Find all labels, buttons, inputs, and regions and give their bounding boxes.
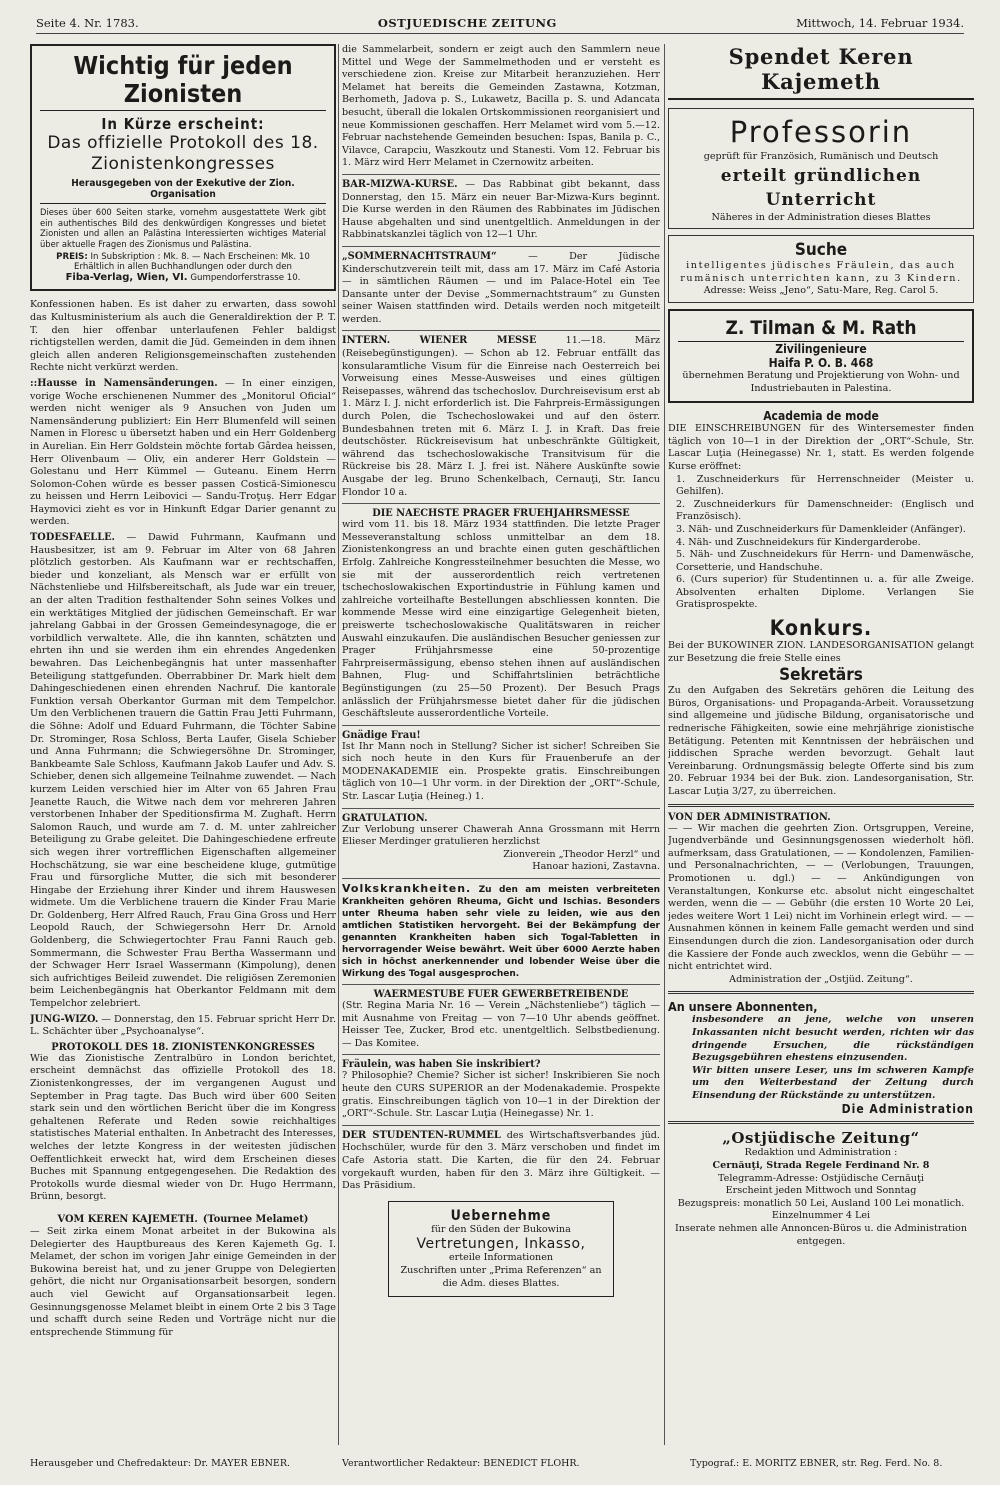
ad-suche	[668, 235, 974, 303]
studenten-body: des Wirtschaftsverbandes jüd. Hochschüler, wurde für den 3. März verschoben und findet im Cafe Astoria statt. Die Karten, die für den 24. Februar vorgekauft wurden, haben für den 3. März ihre Gültigkeit. — Das Präsidium.	[342, 1129, 660, 1192]
abonnenten-sig: Die Administration	[841, 1102, 974, 1117]
gnaedige-body: Ist Ihr Mann noch in Stellung? Sicher ist sicher! Schreiben Sie sich noch heute in den Kurs für Frauenberufe an der MODENAKADEMIE ein. Prospekte gratis. Einschreibungen täglich von 10—1 Uhr vorm. in der Direktion der „ORT“-Schule, Str. Lascar Luţia (Heineg.) 1.	[342, 740, 660, 803]
ad-protokoll-title: Das offizielle Protokoll des 18. Zionistenkongresses	[47, 133, 319, 174]
wiener-messe-heading: INTERN. WIENER MESSE	[342, 335, 537, 347]
academia-body: DIE EINSCHREIBUNGEN für des Wintersemester finden täglich von 10—1 in der Direktion der „ORT“-Schule, Str. Lascar Luţia (Heinegasse) Nr. 1, statt. Es werden folgende Kurse eröffnet:	[668, 423, 974, 472]
ad-protokoll-headline: Wichtig für jeden Zionisten	[40, 52, 326, 111]
kk-continuation: die Sammelarbeit, sondern er zeigt auch den Sammlern neue Mittel und Wege der Sammelmethoden und er versteht es verschiedene zion. Kreise zur Mitarbeit heranzuziehen. Herr Melamet hat bereits die Gemeinden Zastawna, Kotzman, Berhometh, Jadova p. S., Lukawetz, Bacilla p. S. und Adancata besucht, überall die lokalen Ortskommissionen reorganisiert und neue Kommissionen geschaffen. Herr Melamet wird vom 5.—12. Februar nachstehende Gemeinden besuchen: Ispas, Banila p. C., Vilavce, Carapciu, Waszkoutz und Stanesti. Vom 12. Februar bis 1. März wird Herr Melamet in Czernowitz arbeiten.	[342, 44, 660, 169]
ad-uebernehme-h5: Zuschriften unter „Prima Referenzen“ an die Adm. dieses Blattes.	[400, 1264, 602, 1289]
ad-suche-title: Suche	[794, 240, 848, 261]
list-item: 2. Zuschneiderkurs für Damenschneider: (Englisch und Französisch).	[676, 498, 974, 523]
header-page-number: Seite 4. Nr. 1783.	[36, 16, 139, 30]
ad-address: Gumpendorferstrasse 10.	[190, 273, 301, 284]
barmizwa-body: — Das Rabbinat gibt bekannt, dass Donnerstag, den 15. März ein neuer Bar-Mizwa-Kurs beginnt. Die Kurse werden in den Räumen des Rabbinates im Jüdischen Hause abgehalten und sind unentgeltlich. Anmeldungen in der Rabbinatskanzlei täglich von 12—1 Uhr.	[342, 178, 660, 241]
gratulation-sig2: Hanoar hazioni, Zastavna.	[532, 861, 660, 873]
prager-messe-heading: DIE NAECHSTE PRAGER FRUEHJAHRSMESSE	[372, 508, 630, 520]
page-header	[36, 16, 964, 34]
article-intro: Konfessionen haben. Es ist daher zu erwarten, dass sowohl das Kultusministerium als auch die Generaldirektion der P. T. T. den hier offenbar unterlaufenen Fehler baldigst richtigstellen werden, damit die Jüd. Gemeinden in dem ihnen gleich allen anderen Religionsgemeinschaften zustehenden Rechte nicht verkürzt werden.	[30, 299, 336, 374]
konkurs-body: Zu den Aufgaben des Sekretärs gehören die Leitung des Büros, Organisations- und Propaganda-Arbeit. Voraussetzung sind allgemeine und jüdische Bildung, organisatorische und rednerische Fähigkeiten, sowie eine mehrjährige zionistische Betätigung. Petenten mit Kenntnissen der hebräischen und jiddischen Sprache werden bevorzugt. Gehalt laut Vereinbarung. Ordnungsmässig belegte Offerte sind bis zum 20. Februar 1934 bei der Buk. zion. Landesorganisation, Str. Lascar Luţia 3/27, zu überreichen.	[668, 685, 974, 797]
column-1	[30, 44, 336, 1449]
ad-protokoll-editor: Herausgegeben von der Exekutive der Zion. Organisation	[40, 178, 326, 204]
protokoll-body: Wie das Zionistische Zentralbüro in London berichtet, erscheint demnächst das offizielle Protokoll des 18. Zionistenkongresses, der im vergangenen August und September in Prag tagte. Das Buch wird über 600 Seiten stark sein und den wörtlichen Bericht über die im Kongress gehaltenen Referate und Reden sowie reichhaltiges statistisches Material enthalten. In Anbetracht des Interesses, welches der letzte Kongress in der weitesten jüdischen Oeffentlichkeit erweckt hat, wird dem Erscheinen dieses Buches mit Spannung entgegengesehen. Die Redaktion des Protokolls wurde diesmal wieder von Dr. Hugo Herrmann, Brünn, besorgt.	[30, 1052, 336, 1203]
volkskrankheiten-body: Zu den am meisten verbreiteten Krankheiten gehören Rheuma, Gicht und Ischias. Besonders unter Rheuma haben sehr viele zu leiden, wie aus den amtlichen Statistiken hervorgeht. Bei der Bekämpfung der genannten Krankheiten haben sich Togal-Tabletten in hervorragender Weise bewährt. Weit über 6000 Aerzte haben sich in höchst anerkennender und lobender Weise über die Wirkung des Togal ausgesprochen.	[342, 885, 660, 980]
ad-protokoll-sub: In Kürze erscheint:	[101, 115, 265, 133]
footer-publisher: Herausgeber und Chefredakteur: Dr. MAYER EBNER.	[30, 1458, 290, 1469]
abonnenten-heading: An unsere Abonnenten,	[668, 999, 818, 1015]
header-date: Mittwoch, 14. Februar 1934.	[796, 16, 964, 30]
column-rule	[664, 44, 665, 1445]
wizo-heading: JUNG-WIZO.	[30, 1013, 99, 1025]
academia-list	[668, 474, 974, 613]
masthead-3: Telegramm-Adresse: Ostjüdische Cernăuţi	[718, 1172, 924, 1184]
prager-messe-body: wird vom 11. bis 18. März 1934 stattfinden. Die letzte Prager Messeveranstaltung schloss unmittelbar an dem 18. Zionistenkongress an und brachte einen guten geschäftlichen Erfolg. Zahlreiche Kongressteilnehmer besuchten die Messe, wo sie mit der ausserordentlich reich vertretenen tschechoslowakischen Exportindustrie in Fühlung kamen und zahlreiche vorteilhafte Bestellungen abschliessen konnten. Die kommende Messe wird eine einzigartige Gelegenheit bieten, preiswerte tschechoslowakische Qualitätswaren in reicher Auswahl einzukaufen. Die ausländischen Besucher geniessen zur Prager Frühjahrsmesse eine 50-prozentige Fahrpreisermässigung, ebenso stehen ihnen auf ausländischen Bahnen, Flug- und Schiffahrtslinien beträchtliche Begünstigungen (zu 25—50 Prozent). Der Besuch Prags anlässlich der Frühjahrsmesse bietet daher für die jüdischen Geschäftsleute ausserordentliche Vorteile.	[342, 519, 660, 720]
list-item: 6. (Curs superior) für Studentinnen u. a. für alle Zweige. Absolventen erhalten Diplome. Verlangen Sie Gratisprospekte.	[676, 574, 974, 611]
ad-tilman-title: Z. Tilman & M. Rath	[678, 317, 964, 342]
ad-suche-1: intelligentes jüdisches Fräulein, das auch rumänisch unterrichten kann, zu 3 Kindern.	[680, 260, 962, 284]
ad-uebernehme-h2: für den Süden der Bukowina	[431, 1223, 571, 1235]
studenten-heading: DER STUDENTEN-RUMMEL	[342, 1129, 501, 1141]
ad-professorin	[668, 108, 974, 229]
header-title: OSTJUEDISCHE ZEITUNG	[377, 16, 557, 30]
ad-tilman-2: Haifa P. O. B. 468	[768, 355, 874, 370]
waermestube-heading: WAERMESTUBE FUER GEWERBETREIBENDE	[373, 989, 629, 1001]
fraeulein-body: ? Philosophie? Chemie? Sicher ist sicher! Inskribieren Sie noch heute den CURS SUPERIOR an der Modenakademie. Prospekte gratis. Einschreibungen täglich von 10—1 in der Direktion der „ORT“-Schule. Str. Lascar Luţia (Heinegasse) Nr. 1.	[342, 1070, 660, 1120]
hausse-heading: ::Hausse in Namensänderungen.	[30, 377, 218, 389]
masthead-2: Cernăuţi, Strada Regele Ferdinand Nr. 8	[712, 1160, 930, 1172]
konkurs-intro: Bei der BUKOWINER ZION. LANDESORGANISATION gelangt zur Besetzung die freie Stelle eines	[668, 640, 974, 664]
ad-price: In Subskription : Mk. 8. — Nach Erscheinen: Mk. 10	[90, 252, 310, 263]
administration-heading: VON DER ADMINISTRATION.	[668, 811, 831, 823]
sommernacht-body: — Der Jüdische Kinderschutzverein teilt mit, dass am 17. März im Café Astoria — in sämtlichen Räumen — und im Palace-Hotel ein Tee Dansante unter der Devise „Sommernachtstraum“ zu Gunsten seiner Waisen stattfinden wird. Details werden noch mitgeteilt werden.	[342, 250, 660, 325]
ad-uebernehme-h4: erteile Informationen	[448, 1252, 554, 1264]
fraeulein-heading: Fräulein, was haben Sie inskribiert?	[342, 1059, 541, 1071]
ad-tilman	[668, 309, 974, 403]
waermestube-body: (Str. Regina Maria Nr. 16 — Verein „Nächstenliebe“) täglich — mit Ausnahme von Freitag — von 7—10 Uhr abends geöffnet. Heisser Tee, Zucker, Brod etc. unentgeltlich. Selbstbedienung. — Das Komitee.	[342, 1000, 660, 1049]
kk-body: — Seit zirka einem Monat arbeitet in der Bukowina als Delegierter des Hauptbureaus des Keren Kajemeth Gg. I. Melamet, der schon im vorigen Jahr einige Gemeinden in der Bukowina bereist hat, und zu jener Gruppe von Delegierten gehört, die nicht nur Organisationsarbeit besorgen, sondern auch viel Gewicht auf Organsationsarbeit legen. Gesinnungsgenosse Melamet bleibt in einem Orte 2 bis 3 Tage und schafft durch seine Reden und Vorträge nicht nur die entsprechende Stimmung für	[30, 1225, 336, 1338]
gratulation-sig1: Zionverein „Theodor Herzl“ und	[503, 848, 660, 860]
list-item: 4. Näh- und Zuschneidekurs für Kindergarderobe.	[676, 536, 921, 548]
wiener-messe-body: 11.—18. März (Reisebegünstigungen). — Schon ab 12. Februar entfällt das konsularamtliche Visum für die Einreise nach Oesterreich bei Vorweisung eines Messe-Ausweises und eines gültigen Reisepasses, während das tschechoslov. Durchreisevisum erst ab 1. März I. J. nicht erforderlich ist. Die Fahrpreis-Ermässigungen durch Polen, die Tschechoslowakei und auf den österr. Bundesbahnen treten mit 6. März I. J. in Kraft. Das freie deutschöster. Rückreisevisum hat unbeschränkte Gültigkeit, während das tschechoslowakische Transitvisum für die Rückreise bis 28. März I. J. frei ist. Nähere Auskünfte sowie Ausgabe der leg. Bruno Schenkelbach, Cernauţi, Str. Iancu Flondor 10 a.	[342, 335, 660, 498]
gratulation-body: Zur Verlobung unserer Chawerah Anna Grossmann mit Herrn Elieser Merdinger gratulieren herzlichst	[342, 823, 660, 848]
volkskrankheiten-heading: Volkskrankheiten.	[342, 882, 472, 896]
ad-professorin-2: erteilt gründlichen Unterricht	[720, 165, 922, 210]
gratulation-heading: GRATULATION.	[342, 812, 428, 824]
ad-uebernehme-h3: Vertretungen, Inkasso,	[416, 1236, 586, 1253]
ad-protokoll	[30, 44, 336, 291]
ad-professorin-title: Professorin	[729, 115, 913, 149]
barmizwa-heading: BAR-MIZWA-KURSE.	[342, 178, 458, 190]
ad-avail: Erhältlich in allen Buchhandlungen oder durch den	[74, 262, 292, 273]
list-item: 5. Näh- und Zuschneidekurs für Herrn- und Damenwäsche, Corsetterie, und Handschuhe.	[676, 549, 974, 573]
ad-publisher: Fiba-Verlag, Wien, VI.	[65, 272, 188, 284]
gnaedige-heading: Gnädige Frau!	[342, 729, 421, 741]
column-2	[342, 44, 660, 1449]
hausse-body: — In einer einzigen, vorige Woche erschienenen Nummer des „Monitorul Oficial“ werden nicht weniger als 9 Ansuchen von Juden um Namensänderung publiziert: Ein Herr Blumenfeld will seinen Namen in Floresc u übersetzt haben und ein Herr Goldenberg in Aurelian. Ein Herr Goldstein möchte fortab Gârdea heissen, Herr Olivenbaum — Oliv, ein anderer Herr Goldstein — Golestanu und Herr Kümmel — Guteanu. Einem Herrn Solomon-Cohen würde es besser passen Costică-Simionescu zu heissen und Herrn Leibovici — Sandu-Troţuş. Herr Edgar Haymovici zieht es vor in Hinkunft Edgar Darier genannt zu werden.	[30, 377, 336, 528]
konkurs-heading: Konkurs.	[769, 616, 873, 641]
masthead-5: Bezugspreis: monatlich 50 Lei, Ausland 100 Lei monatlich. Einzelnummer 4 Lei	[677, 1197, 965, 1222]
footer-editor: Verantwortlicher Redakteur: BENEDICT FLOHR.	[342, 1458, 580, 1469]
ad-tilman-1: Zivilingenieure	[775, 341, 867, 356]
ad-protokoll-body: Dieses über 600 Seiten starke, vornehm ausgestattete Werk gibt ein authentisches Bild des denkwürdigen Kongresses und bietet Zionisten und allen an Palästina Interessierten wichtiges Material über aktuelle Fragen des Zionismus und Palästina.	[40, 207, 326, 249]
kk-subheading: (Tournee Melamet)	[202, 1213, 309, 1225]
masthead-4: Erscheint jeden Mittwoch und Sonntag	[725, 1185, 917, 1197]
ad-uebernehme-h1: Uebernehme	[450, 1207, 552, 1224]
ad-uebernehme	[388, 1201, 614, 1297]
protokoll-heading: PROTOKOLL DES 18. ZIONISTENKONGRESSES	[51, 1041, 315, 1053]
konkurs-position: Sekretärs	[779, 665, 863, 686]
ad-professorin-3: Näheres in der Administration dieses Blattes	[711, 211, 931, 223]
spendet-kk: Spendet Keren Kajemeth	[668, 44, 974, 100]
administration-body: — — Wir machen die geehrten Zion. Ortsgruppen, Vereine, Jugendverbände und Gesinnungsgenossen wiederholt höfl. aufmerksam, dass Gratulationen, — — Kondolenzen, Familien- und Personalnachrichten, — — (Verlobungen, Trauungen, Promotionen u. dgl.) — — Ankündigungen von Veranstaltungen, Konkurse etc. absolut nicht eingeschaltet werden, wenn die — — Gebühr (die ersten 10 Worte 20 Lei, jedes weitere Wort 1 Lei) nicht im Vorhinein erlegt wird. — — Ausnahmen können in keinem Falle gemacht werden und sind Einsendungen durch die zion. Landesorganisation oder durch die Kassiere der Fonde auch zwecklos, wenn die Gebühr — — nicht entrichtet wird.	[668, 822, 974, 973]
todesfaelle-body: — Dawid Fuhrmann, Kaufmann und Hausbesitzer, ist am 9. Februar im Alter von 68 Jahren plötzlich gestorben. Als Kaufmann war er rechtschaffen, bieder und konzeliant, als Mensch war er erfüllt von Nächstenliebe und Hilfsbereitschaft, als Jude war ein treuer, an der alten Tradition festhaltender Sohn seines Volkes und ein werktätiges Mitglied der jüdischen Gemeinschaft. Er war jahrelang Gabbai in der Grossen Gemeindesynagoge, die er vorbildlich verwaltete. Alle, die ihn kannten, schätzten und ehrten ihn und sie werden ihm ein ehrendes Angedenken bewahren. Das Leichenbegängnis hat unter massenhafter Beteiligung stattgefunden. Oberrabbiner Dr. Mark hielt dem Dahingeschiedenen einen ehrenden Nachruf. Die kantorale Funktion versah Oberkantor Gurman mit dem Tempelchor. Um den Verblichenen trauern die Gattin Frau Jetti Fuhrmann, die Söhne: Adolf und Eduard Fuhrmann, die Töchter Sabine Dr. Strominger, Rosa Schloss, Berta Laufer, Gisela Schieber und Anna Fuhrmann; die Schwiegersöhne Dr. Strominger, Bankbeamte Sale Schloss, Kaufmann Jakob Laufer und Adv. S. Schieber, denen sich allgemeine Teilnahme zuwendet. — Nach kurzem Leiden verschied hier im Alter von 65 Jahren Frau Jeanette Rauch, die Witwe nach dem vor mehreren Jahren verstorbenen Inhaber der Speditionsfirma M. Zughaft. Herrn Salomon Rauch, und wurde am 7. d. M. unter zahlreicher Beteiligung zu Grabe geleitet. Die Dahingeschiedene erfreute sich wegen ihrer vortrefflichen Eigenschaften allgemeiner Hochschätzung, sie war eine bescheidene kluge, gutmütige Frau und fürsorgliche Mutter, die sich mit besonderer Hingabe der Erziehung ihrer Kinder und ihrem Hauswesen widmete. Um die Verblichene trauern die Kinder Frau Marie Dr. Goldenberg, Herr Alfred Rauch, Frau Gina Gross und Herr Leopold Rauch, der Schwiegersohn Herr Dr. Arnold Goldenberg, die Schwiegertochter Frau Fanni Rauch geb. Sommermann, die Schwester Frau Bertha Wassermann und der Schwager Herr Israel Wassermann (Kimpolung), denen sich aufrichtiges Beileid zuwendet. Die religiösen Zeremonien beim Leichenbegängnis hat Oberkantor Feldmann mit dem Tempelchor zelebriert.	[30, 532, 336, 1010]
academia-heading: Academia de mode	[763, 409, 879, 424]
abonnenten-body1: insbesondere an jene, welche von unseren Inkassanten nicht besucht werden, richten wir das dringende Ersuchen, die rückständigen Bezugsgebühren ehestens einzusenden.	[692, 1014, 974, 1064]
ad-professorin-1: geprüft für Französich, Rumänisch und Deutsch	[703, 151, 939, 162]
administration-sig: Administration der „Ostjüd. Zeitung“.	[729, 973, 913, 985]
list-item: 1. Zuschneiderkurs für Herrenschneider (Meister u. Gehilfen).	[676, 473, 974, 498]
sommernacht-heading: „SOMMERNACHTSTRAUM“	[342, 250, 497, 262]
list-item: 3. Näh- und Zuschneiderkurs für Damenkleider (Anfänger).	[676, 523, 966, 535]
ad-suche-2: Adresse: Weiss „Jeno“, Satu-Mare, Reg. Carol 5.	[703, 285, 939, 297]
masthead-1: Redaktion und Administration :	[744, 1147, 898, 1159]
kk-heading: VOM KEREN KAJEMETH.	[57, 1213, 198, 1225]
todesfaelle-heading: TODESFAELLE.	[30, 532, 115, 544]
masthead-title: „Ostjüdische Zeitung“	[722, 1129, 920, 1148]
masthead-6: Inserate nehmen alle Annoncen-Büros u. die Administration entgegen.	[674, 1223, 967, 1247]
footer-printer: Typograf.: E. MORITZ EBNER, str. Reg. Ferd. No. 8.	[690, 1458, 943, 1469]
column-rule	[338, 44, 339, 1445]
column-3	[668, 44, 974, 1449]
abonnenten-body2: Wir bitten unsere Leser, uns im schweren Kampfe um den Weiterbestand der Zeitung durch Einsendung der Rückstände zu unterstützen.	[692, 1064, 974, 1101]
wizo-body: — Donnerstag, den 15. Februar spricht Herr Dr. L. Schächter über „Psychoanalyse“.	[30, 1013, 336, 1038]
ad-price-label: PREIS:	[56, 252, 88, 263]
ad-tilman-3: übernehmen Beratung und Projektierung von Wohn- und Industriebauten in Palestina.	[682, 369, 960, 394]
